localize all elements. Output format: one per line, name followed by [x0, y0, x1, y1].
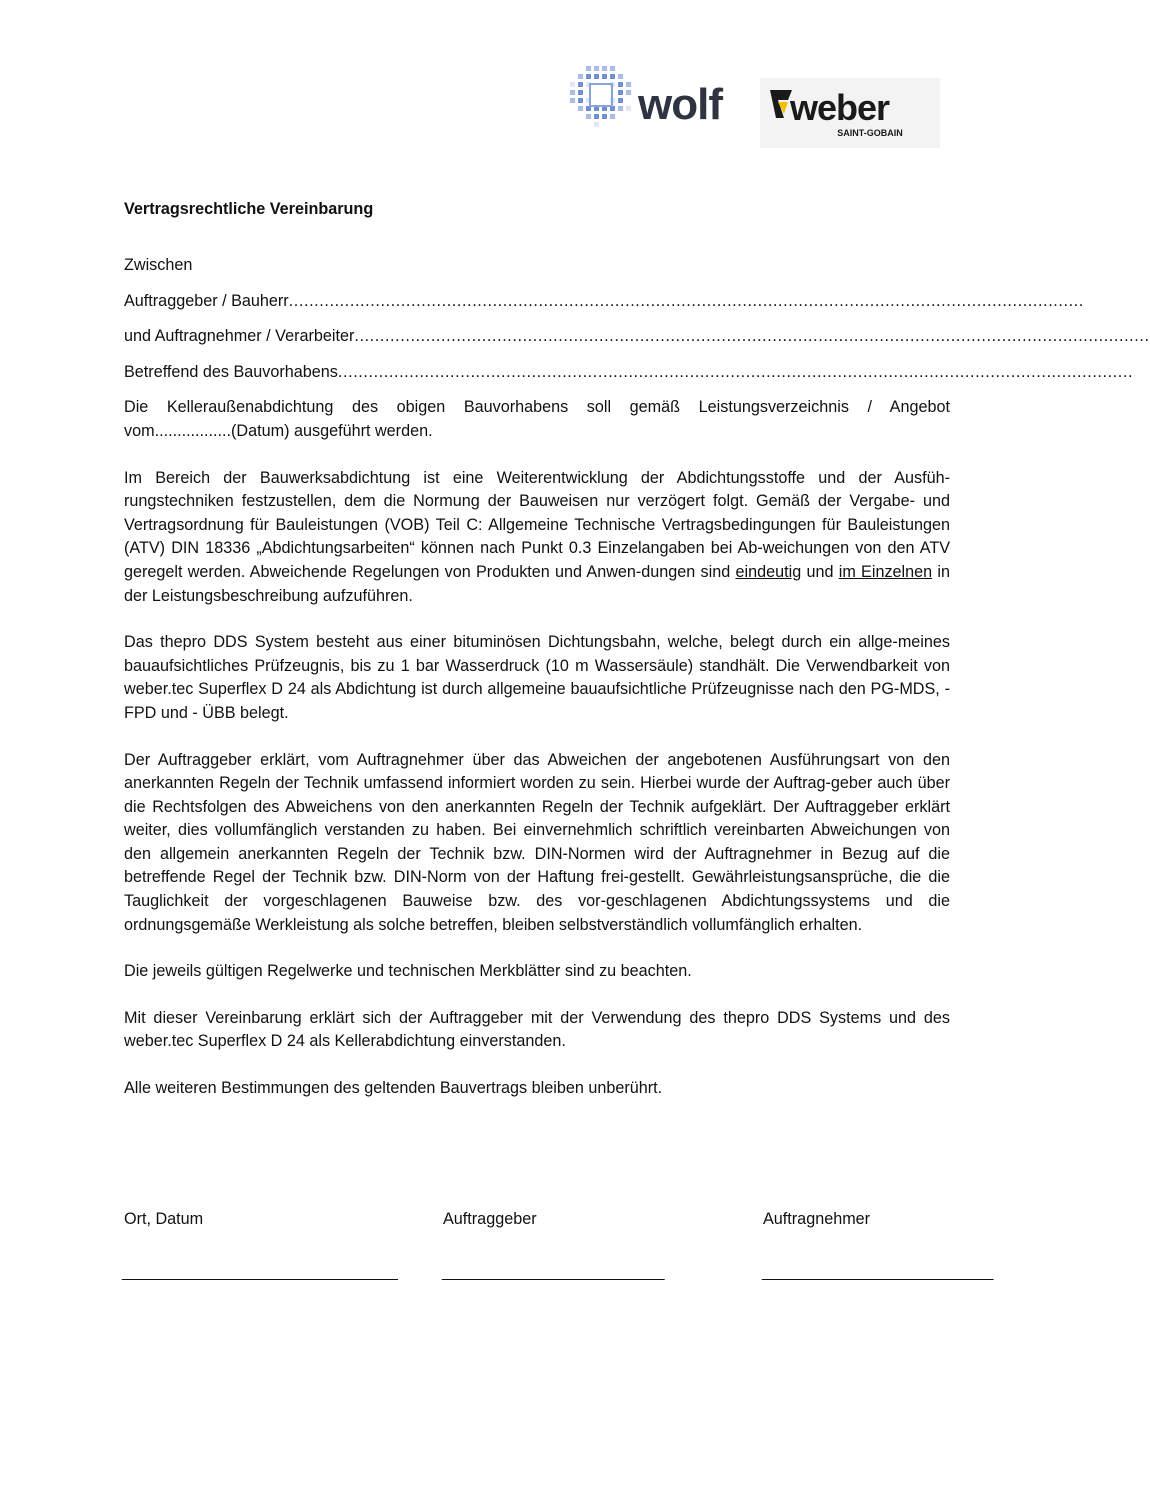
- paragraph-2: Das thepro DDS System besteht aus einer bituminösen Dichtungsbahn, welche, belegt durch ein allge-meines bauaufsichtliches Prüfzeugnis, bis zu 1 bar Wasserdruck (10 m Wassersäule) standhält. Die Verwendbarkeit von weber.tec Superflex D 24 als Abdichtung ist durch allgemeine bauaufsichtliche Prüfzeugnisse nach den PG-MDS, -FPD und - ÜBB belegt.: [124, 633, 950, 722]
- signature-line-place-date[interactable]: _______________________________: [122, 1264, 398, 1281]
- project-label: Betreffend des Bauvorhabens: [124, 362, 338, 381]
- intro-line-1: Die Kelleraußenabdichtung des obigen Bauvorhabens soll gemäß Leistungsverzeichnis / Angebot: [124, 398, 950, 417]
- document-body: [124, 198, 1150, 1101]
- contractor-dots: ............................................................................................................................................................: [354, 327, 1150, 346]
- wolf-logo-pixel-mark: [570, 66, 631, 127]
- paragraph-1-main: Im Bereich der Bauwerksabdichtung ist eine Weiterentwicklung der Abdichtungsstoffe und der Ausfüh-rungstechniken festzustellen, dem die Normung der Bauweisen nur verzögert folgt. Gemäß der Vergabe- und Vertragsordnung für Bauleistungen (VOB) Teil C: Allgemeine Technische Vertragsbedingungen für Bauleistungen (ATV) DIN 18336 „Abdichtungsarbeiten“ können nach Punkt 0.3 Einzelangaben bei Ab-weichungen von den ATV geregelt werden. Abweichende Regelungen von Produkten und Anwen-dungen sind: [124, 468, 950, 581]
- paragraph-1-end: in der Leistungsbeschreibung aufzuführen.: [124, 562, 951, 605]
- signature-line-contractor[interactable]: __________________________: [762, 1264, 994, 1281]
- paragraph-1: [124, 467, 950, 609]
- weber-logo-subtext: SAINT-GOBAIN: [837, 128, 903, 138]
- project-dots: ............................................................................................................................................................: [337, 362, 1134, 381]
- signature-label-place-date: Ort, Datum: [124, 1210, 204, 1228]
- signature-label-client: Auftraggeber: [443, 1210, 537, 1228]
- intro-line-2: vom.................(Datum) ausgeführt werden.: [124, 421, 433, 440]
- between-label: Zwischen: [124, 256, 193, 274]
- weber-logo-text: weber: [790, 87, 890, 128]
- client-field[interactable]: [124, 290, 1084, 314]
- project-field[interactable]: [124, 361, 1134, 385]
- contractor-label: und Auftragnehmer / Verarbeiter: [124, 327, 355, 346]
- paragraph-1-and: und: [806, 562, 834, 581]
- paragraph-1-underline-2: im Einzelnen: [838, 562, 933, 581]
- paragraph-4: Die jeweils gültigen Regelwerke und technischen Merkblätter sind zu beachten.: [124, 962, 692, 981]
- paragraph-6: Alle weiteren Bestimmungen des geltenden Bauvertrags bleiben unberührt.: [124, 1079, 663, 1098]
- signature-label-contractor: Auftragnehmer: [763, 1210, 871, 1228]
- paragraph-5: Mit dieser Vereinbarung erklärt sich der Auftraggeber mit der Verwendung des thepro DDS Systems und des weber.tec Superflex D 24 als Kellerabdichtung einverstanden.: [124, 1008, 950, 1051]
- weber-logo: [760, 78, 940, 148]
- signature-line-client[interactable]: _________________________: [442, 1264, 665, 1281]
- client-dots: ............................................................................................................................................................: [288, 291, 1084, 310]
- paragraph-3: Der Auftraggeber erklärt, vom Auftragnehmer über das Abweichen der angebotenen Ausführungsart von den anerkannten Regeln der Technik umfassend informiert worden zu sein. Hierbei wurde der Auftrag-geber auch über die Rechtsfolgen des Abweichens von den anerkannten Regeln der Technik aufgeklärt. Der Auftraggeber erklärt weiter, dies vollumfänglich verstanden zu haben. Bei einvernehmlich schriftlich vereinbarten Abweichungen von den allgemein anerkannten Regeln der Technik bzw. DIN-Normen wird der Auftragnehmer in Bezug auf die betreffende Regel der Technik bzw. DIN-Norm von der Haftung frei-gestellt. Gewährleistungsansprüche, die die Tauglichkeit der vorgeschlagenen Bauweise bzw. des vor-geschlagenen Abdichtungssystems und die ordnungsgemäße Werkleistung als solche betreffen, bleiben selbstverständlich vollumfänglich erhalten.: [124, 750, 950, 934]
- wolf-logo: [568, 64, 740, 130]
- document-title: Vertragsrechtliche Vereinbarung: [124, 200, 374, 218]
- paragraph-1-underline-1: eindeutig: [735, 562, 802, 581]
- wolf-logo-text: wolf: [638, 80, 722, 129]
- contractor-field[interactable]: [124, 325, 1150, 349]
- client-label: Auftraggeber / Bauherr: [124, 291, 289, 310]
